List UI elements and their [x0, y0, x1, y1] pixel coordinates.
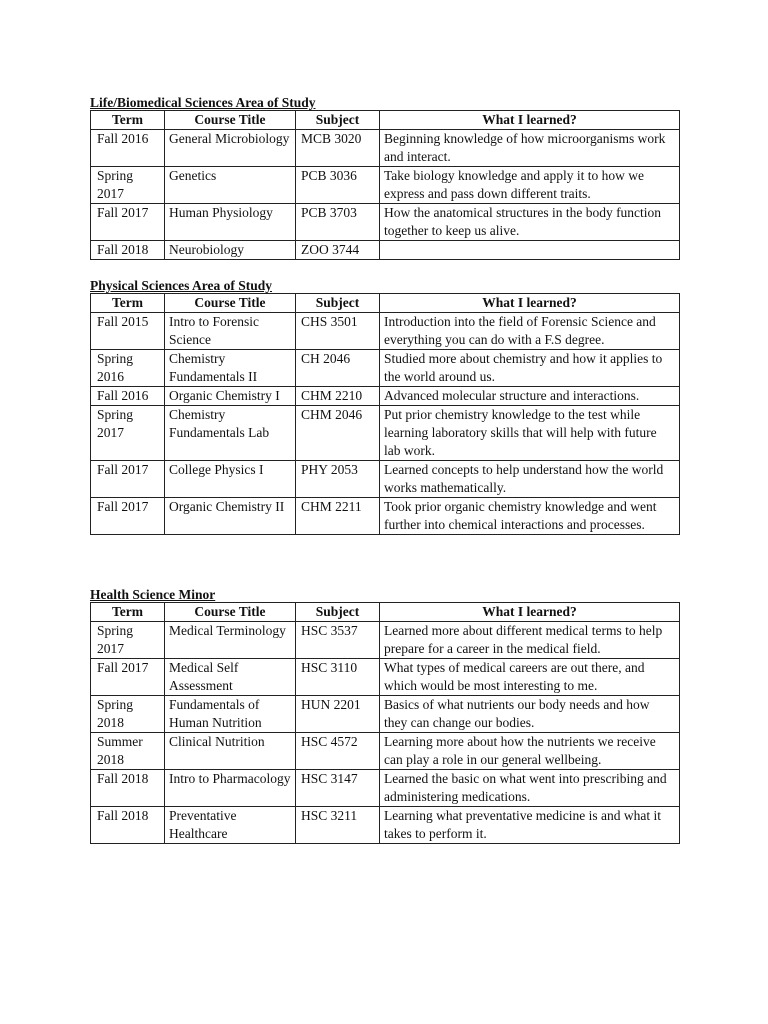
course-title-cell: College Physics I: [165, 461, 296, 498]
course-title-cell: Neurobiology: [165, 241, 296, 260]
column-header-what-i-learned: What I learned?: [380, 111, 680, 130]
courses-table: [90, 293, 680, 535]
column-header-course-title: Course Title: [165, 294, 296, 313]
term-cell: Fall 2018: [91, 807, 165, 844]
subject-cell: CHM 2046: [296, 406, 380, 461]
term-cell: Fall 2018: [91, 241, 165, 260]
learned-cell: Put prior chemistry knowledge to the test while learning laboratory skills that will help with future lab work.: [380, 406, 680, 461]
subject-cell: HSC 3147: [296, 770, 380, 807]
subject-cell: PCB 3036: [296, 167, 380, 204]
learned-cell: Learning more about how the nutrients we receive can play a role in our general wellbeing.: [380, 733, 680, 770]
learned-cell: [380, 241, 680, 260]
subject-cell: HSC 3211: [296, 807, 380, 844]
section-life-biomedical: [90, 95, 679, 260]
table-row: [91, 406, 680, 461]
learned-cell: Learned more about different medical terms to help prepare for a career in the medical field.: [380, 622, 680, 659]
courses-table: [90, 110, 680, 260]
learned-cell: Basics of what nutrients our body needs and how they can change our bodies.: [380, 696, 680, 733]
learned-cell: Learned the basic on what went into prescribing and administering medications.: [380, 770, 680, 807]
term-cell: Fall 2018: [91, 770, 165, 807]
subject-cell: CHM 2211: [296, 498, 380, 535]
section-title: Physical Sciences Area of Study: [90, 278, 272, 293]
term-cell: Fall 2017: [91, 204, 165, 241]
table-row: [91, 696, 680, 733]
course-title-cell: Intro to Forensic Science: [165, 313, 296, 350]
column-header-course-title: Course Title: [165, 111, 296, 130]
table-row: [91, 498, 680, 535]
course-title-cell: Organic Chemistry II: [165, 498, 296, 535]
column-header-term: Term: [91, 603, 165, 622]
subject-cell: HSC 3110: [296, 659, 380, 696]
subject-cell: MCB 3020: [296, 130, 380, 167]
subject-cell: CHM 2210: [296, 387, 380, 406]
table-header-row: [91, 603, 680, 622]
learned-cell: Learning what preventative medicine is and what it takes to perform it.: [380, 807, 680, 844]
column-header-subject: Subject: [296, 603, 380, 622]
table-row: [91, 350, 680, 387]
term-cell: Fall 2017: [91, 498, 165, 535]
term-cell: Spring 2017: [91, 406, 165, 461]
term-cell: Fall 2017: [91, 461, 165, 498]
subject-cell: ZOO 3744: [296, 241, 380, 260]
subject-cell: HSC 3537: [296, 622, 380, 659]
courses-table: [90, 602, 680, 844]
table-row: [91, 130, 680, 167]
course-title-cell: Genetics: [165, 167, 296, 204]
course-title-cell: Medical Self Assessment: [165, 659, 296, 696]
table-row: [91, 241, 680, 260]
subject-cell: PHY 2053: [296, 461, 380, 498]
learned-cell: What types of medical careers are out there, and which would be most interesting to me.: [380, 659, 680, 696]
learned-cell: Learned concepts to help understand how the world works mathematically.: [380, 461, 680, 498]
term-cell: Fall 2016: [91, 387, 165, 406]
table-row: [91, 770, 680, 807]
term-cell: Spring 2017: [91, 167, 165, 204]
course-title-cell: Organic Chemistry I: [165, 387, 296, 406]
table-row: [91, 387, 680, 406]
table-header-row: [91, 111, 680, 130]
learned-cell: Introduction into the field of Forensic Science and everything you can do with a F.S degree.: [380, 313, 680, 350]
column-header-what-i-learned: What I learned?: [380, 294, 680, 313]
course-title-cell: Human Physiology: [165, 204, 296, 241]
table-row: [91, 204, 680, 241]
table-row: [91, 313, 680, 350]
learned-cell: Studied more about chemistry and how it applies to the world around us.: [380, 350, 680, 387]
section-physical-sciences: [90, 278, 679, 535]
table-row: [91, 659, 680, 696]
column-header-what-i-learned: What I learned?: [380, 603, 680, 622]
course-title-cell: Clinical Nutrition: [165, 733, 296, 770]
subject-cell: HUN 2201: [296, 696, 380, 733]
course-title-cell: Fundamentals of Human Nutrition: [165, 696, 296, 733]
term-cell: Spring 2017: [91, 622, 165, 659]
learned-cell: Take biology knowledge and apply it to how we express and pass down different traits.: [380, 167, 680, 204]
column-header-subject: Subject: [296, 294, 380, 313]
course-title-cell: Chemistry Fundamentals Lab: [165, 406, 296, 461]
table-row: [91, 167, 680, 204]
column-header-subject: Subject: [296, 111, 380, 130]
course-title-cell: Preventative Healthcare: [165, 807, 296, 844]
learned-cell: Advanced molecular structure and interactions.: [380, 387, 680, 406]
subject-cell: HSC 4572: [296, 733, 380, 770]
section-title: Life/Biomedical Sciences Area of Study: [90, 95, 316, 110]
learned-cell: How the anatomical structures in the body function together to keep us alive.: [380, 204, 680, 241]
course-title-cell: Intro to Pharmacology: [165, 770, 296, 807]
section-title: Health Science Minor: [90, 587, 216, 602]
term-cell: Spring 2018: [91, 696, 165, 733]
section-health-science-minor: [90, 587, 679, 844]
table-row: [91, 733, 680, 770]
course-title-cell: Chemistry Fundamentals II: [165, 350, 296, 387]
subject-cell: CHS 3501: [296, 313, 380, 350]
table-row: [91, 807, 680, 844]
table-header-row: [91, 294, 680, 313]
term-cell: Summer 2018: [91, 733, 165, 770]
table-row: [91, 622, 680, 659]
column-header-term: Term: [91, 294, 165, 313]
learned-cell: Took prior organic chemistry knowledge and went further into chemical interactions and processes.: [380, 498, 680, 535]
term-cell: Spring 2016: [91, 350, 165, 387]
table-row: [91, 461, 680, 498]
column-header-term: Term: [91, 111, 165, 130]
subject-cell: PCB 3703: [296, 204, 380, 241]
course-title-cell: Medical Terminology: [165, 622, 296, 659]
term-cell: Fall 2015: [91, 313, 165, 350]
subject-cell: CH 2046: [296, 350, 380, 387]
term-cell: Fall 2016: [91, 130, 165, 167]
column-header-course-title: Course Title: [165, 603, 296, 622]
course-title-cell: General Microbiology: [165, 130, 296, 167]
term-cell: Fall 2017: [91, 659, 165, 696]
learned-cell: Beginning knowledge of how microorganisms work and interact.: [380, 130, 680, 167]
